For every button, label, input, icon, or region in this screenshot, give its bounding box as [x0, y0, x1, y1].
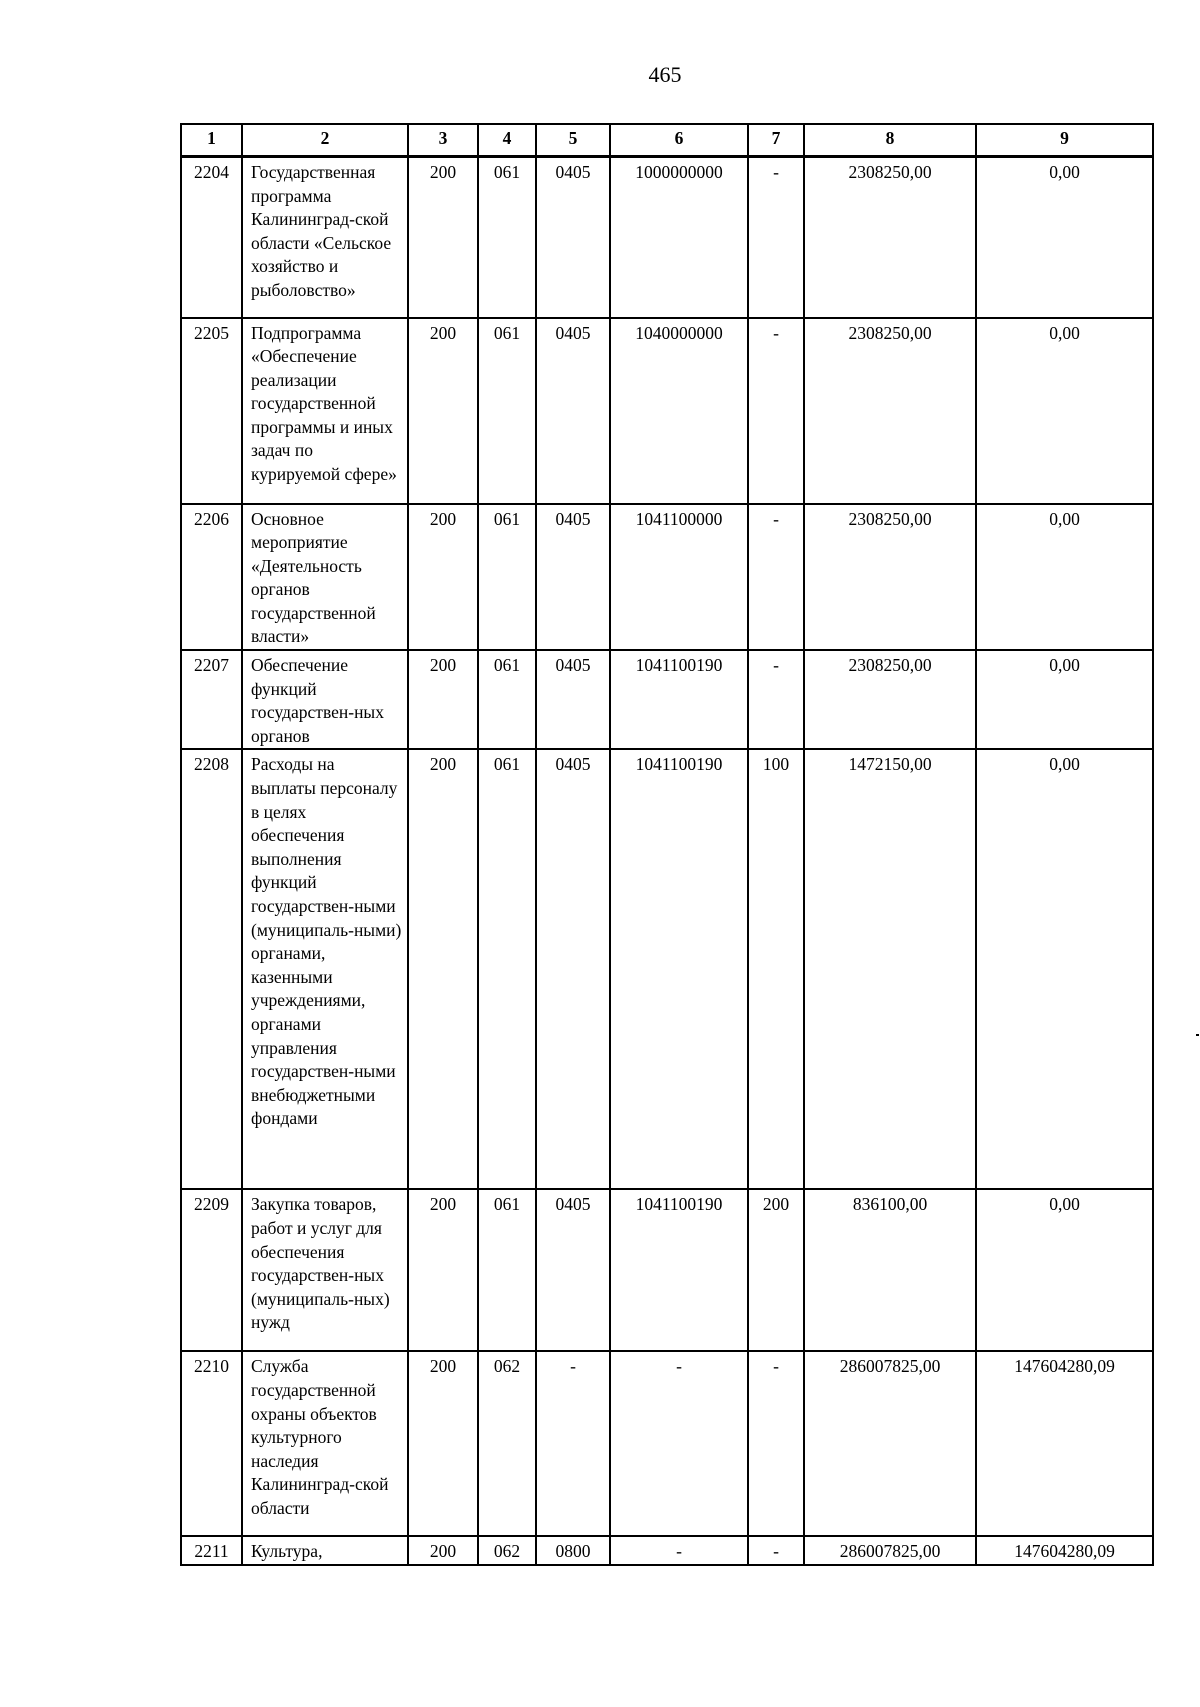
cell-col6: 1041100190	[610, 650, 748, 749]
cell-col9: 0,00	[976, 749, 1153, 1189]
cell-col7: -	[748, 157, 804, 318]
table-row	[181, 749, 1153, 1189]
cell-col8: 2308250,00	[804, 650, 976, 749]
row-number: 2211	[181, 1536, 242, 1565]
column-header: 9	[976, 124, 1153, 157]
cell-col7: -	[748, 1351, 804, 1536]
column-header: 2	[242, 124, 408, 157]
row-number: 2205	[181, 318, 242, 504]
cell-col8: 1472150,00	[804, 749, 976, 1189]
cell-col6: -	[610, 1536, 748, 1565]
cell-col8: 2308250,00	[804, 157, 976, 318]
row-number: 2206	[181, 504, 242, 651]
cell-col6: 1041100190	[610, 749, 748, 1189]
table-row	[181, 504, 1153, 651]
cell-col7: -	[748, 1536, 804, 1565]
cell-col4: 062	[478, 1351, 536, 1536]
cell-col5: 0405	[536, 157, 610, 318]
cell-col3: 200	[408, 1351, 478, 1536]
table-row	[181, 318, 1153, 504]
cell-col6: 1000000000	[610, 157, 748, 318]
budget-table	[180, 123, 1154, 1566]
table-body	[181, 157, 1153, 1566]
row-number: 2208	[181, 749, 242, 1189]
cell-col6: -	[610, 1351, 748, 1536]
row-name: Расходы на выплаты персоналу в целях обеспечения выполнения функций государствен-ными (муниципаль-ными) органами, казенными учреждениями, органами управления государствен-ными внебюджетными фондами	[242, 749, 408, 1189]
row-number: 2210	[181, 1351, 242, 1536]
cell-col9: 0,00	[976, 504, 1153, 651]
cell-col7: 100	[748, 749, 804, 1189]
cell-col4: 062	[478, 1536, 536, 1565]
cell-col5: 0405	[536, 504, 610, 651]
row-name: Закупка товаров, работ и услуг для обеспечения государствен-ных (муниципаль-ных) нужд	[242, 1189, 408, 1351]
cell-col9: 0,00	[976, 1189, 1153, 1351]
cell-col5: 0405	[536, 650, 610, 749]
cell-col8: 2308250,00	[804, 318, 976, 504]
column-header: 4	[478, 124, 536, 157]
cell-col6: 1041100190	[610, 1189, 748, 1351]
cell-col3: 200	[408, 157, 478, 318]
table-row	[181, 1351, 1153, 1536]
row-name: Государственная программа Калининград-ской области «Сельское хозяйство и рыболовство»	[242, 157, 408, 318]
row-name: Культура,	[242, 1536, 408, 1565]
column-header: 7	[748, 124, 804, 157]
cell-col3: 200	[408, 318, 478, 504]
column-header: 6	[610, 124, 748, 157]
table-row	[181, 1536, 1153, 1565]
cell-col4: 061	[478, 749, 536, 1189]
row-number: 2209	[181, 1189, 242, 1351]
cell-col8: 286007825,00	[804, 1536, 976, 1565]
cell-col7: -	[748, 318, 804, 504]
row-number: 2207	[181, 650, 242, 749]
cell-col4: 061	[478, 650, 536, 749]
column-header: 8	[804, 124, 976, 157]
cell-col3: 200	[408, 1536, 478, 1565]
cell-col8: 2308250,00	[804, 504, 976, 651]
column-header: 1	[181, 124, 242, 157]
cell-col3: 200	[408, 650, 478, 749]
cell-col7: 200	[748, 1189, 804, 1351]
cell-col3: 200	[408, 504, 478, 651]
header-row	[181, 124, 1153, 157]
cell-col9: 0,00	[976, 157, 1153, 318]
cell-col7: -	[748, 650, 804, 749]
scan-speck	[1196, 1034, 1199, 1036]
row-name: Обеспечение функций государствен-ных органов	[242, 650, 408, 749]
table-row	[181, 157, 1153, 318]
row-number: 2204	[181, 157, 242, 318]
cell-col8: 836100,00	[804, 1189, 976, 1351]
cell-col3: 200	[408, 1189, 478, 1351]
cell-col9: 147604280,09	[976, 1351, 1153, 1536]
cell-col5: 0800	[536, 1536, 610, 1565]
table-row	[181, 650, 1153, 749]
cell-col7: -	[748, 504, 804, 651]
page-number: 465	[648, 62, 682, 87]
cell-col5: 0405	[536, 1189, 610, 1351]
cell-col5: -	[536, 1351, 610, 1536]
cell-col9: 147604280,09	[976, 1536, 1153, 1565]
cell-col4: 061	[478, 1189, 536, 1351]
table-row	[181, 1189, 1153, 1351]
row-name: Подпрограмма «Обеспечение реализации государственной программы и иных задач по курируемой сфере»	[242, 318, 408, 504]
table-header	[181, 124, 1153, 157]
cell-col4: 061	[478, 318, 536, 504]
cell-col4: 061	[478, 157, 536, 318]
cell-col9: 0,00	[976, 318, 1153, 504]
row-name: Основное мероприятие «Деятельность органов государственной власти»	[242, 504, 408, 651]
cell-col3: 200	[408, 749, 478, 1189]
row-name: Служба государственной охраны объектов культурного наследия Калининград-ской области	[242, 1351, 408, 1536]
cell-col5: 0405	[536, 749, 610, 1189]
column-header: 5	[536, 124, 610, 157]
cell-col6: 1041100000	[610, 504, 748, 651]
cell-col4: 061	[478, 504, 536, 651]
cell-col9: 0,00	[976, 650, 1153, 749]
cell-col6: 1040000000	[610, 318, 748, 504]
cell-col5: 0405	[536, 318, 610, 504]
cell-col8: 286007825,00	[804, 1351, 976, 1536]
column-header: 3	[408, 124, 478, 157]
